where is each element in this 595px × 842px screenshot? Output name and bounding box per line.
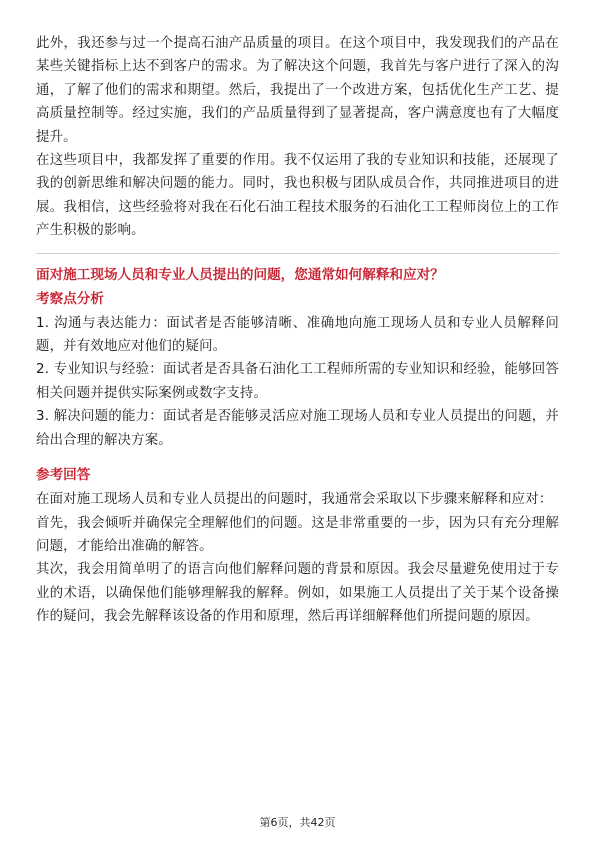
- analysis-heading: 考察点分析: [36, 290, 104, 307]
- intro-paragraph: 在这些项目中，我都发挥了重要的作用。我不仅运用了我的专业知识和技能，还展现了我的创新思维和解决问题的能力。同时，我也积极与团队成员合作，共同推进项目的进展。我相信，这些经验将对我在石化石油工程技术服务的石油化工工程师岗位上的工作产生积极的影响。: [36, 153, 559, 239]
- analysis-item: 1. 沟通与表达能力：面试者是否能够清晰、准确地向施工现场人员和专业人员解释问题，并有效地应对他们的疑问。: [36, 315, 559, 355]
- section-gap: [36, 452, 559, 464]
- question-heading: 面对施工现场人员和专业人员提出的问题，您通常如何解释和应对？: [36, 266, 444, 283]
- intro-paragraph: 此外，我还参与过一个提高石油产品质量的项目。在这个项目中，我发现我们的产品在某些关键指标上达不到客户的需求。为了解决这个问题，我首先与客户进行了深入的沟通，了解了他们的需求和期望。然后，我提出了一个改进方案，包括优化生产工艺、提高质量控制等。经过实施，我们的产品质量得到了显著提高，客户满意度也有了大幅度提升。: [36, 36, 559, 145]
- answer-paragraph: 在面对施工现场人员和专业人员提出的问题时，我通常会采取以下步骤来解释和应对：: [36, 492, 553, 508]
- answer-heading: 参考回答: [36, 467, 91, 484]
- answer-paragraph: 其次，我会用简单明了的语言向他们解释问题的背景和原因。我会尽量避免使用过于专业的术语，以确保他们能够理解我的解释。例如，如果施工人员提出了关于某个设备操作的疑问，我会先解释该设备的作用和原理，然后再详细解释他们所提问题的原因。: [36, 562, 559, 625]
- page-number: 第6页，共42页: [259, 816, 336, 829]
- analysis-item: 2. 专业知识与经验：面试者是否具备石油化工工程师所需的专业知识和经验，能够回答相关问题并提供实际案例或数字支持。: [36, 362, 559, 401]
- analysis-item: 3. 解决问题的能力：面试者是否能够灵活应对施工现场人员和专业人员提出的问题，并给出合理的解决方案。: [36, 409, 559, 448]
- answer-paragraph: 首先，我会倾听并确保完全理解他们的问题。这是非常重要的一步，因为只有充分理解问题，才能给出准确的解答。: [36, 515, 559, 554]
- document-page: [36, 32, 559, 629]
- section-divider: [36, 253, 559, 254]
